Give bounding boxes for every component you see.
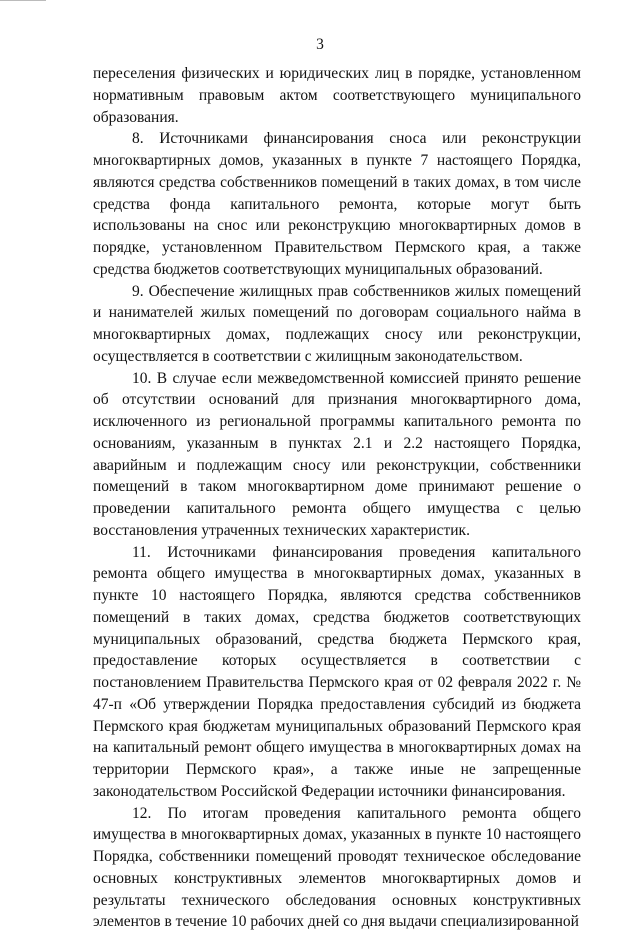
document-body bbox=[93, 63, 581, 933]
paragraph-item-10: 10. В случае если межведомственной комиссией принято решение об отсутствии оснований для признания многоквартирного дома, исключенного из региональной программы капитального ремонта по основаниям, указанным в пунктах 2.1 и 2.2 настоящего Порядка, аварийным и подлежащим сносу или реконструкции, собственники помещений в таком многоквартирном доме принимают решение о проведении капитального ремонта общего имущества с целью восстановления утраченных технических характеристик. bbox=[93, 368, 581, 542]
scan-corner-mark bbox=[0, 0, 46, 7]
paragraph-continuation: переселения физических и юридических лиц в порядке, установленном нормативным правовым актом соответствующего муниципального образования. bbox=[93, 63, 581, 128]
paragraph-item-11: 11. Источниками финансирования проведения капитального ремонта общего имущества в многоквартирных домах, указанных в пункте 10 настоящего Порядка, являются средства собственников помещений в таких домах, средства бюджетов соответствующих муниципальных образований, средства бюджета Пермского края, предоставление которых осуществляется в соответствии с постановлением Правительства Пермского края от 02 февраля 2022 г. № 47-п «Об утверждении Порядка предоставления субсидий из бюджета Пермского края бюджетам муниципальных образований Пермского края на капитальный ремонт общего имущества в многоквартирных домах на территории Пермского края», а также иные не запрещенные законодательством Российской Федерации источники финансирования. bbox=[93, 542, 581, 803]
page-number: 3 bbox=[0, 36, 640, 54]
paragraph-item-12: 12. По итогам проведения капитального ремонта общего имущества в многоквартирных домах, указанных в пункте 10 настоящего Порядка, собственники помещений проводят техническое обследование основных конструктивных элементов многоквартирных домов и результаты технического обследования основных конструктивных элементов в течение 10 рабочих дней со дня выдачи специализированной bbox=[93, 803, 581, 933]
paragraph-item-9: 9. Обеспечение жилищных прав собственников жилых помещений и нанимателей жилых помещений по договорам социального найма в многоквартирных домах, подлежащих сносу или реконструкции, осуществляется в соответствии с жилищным законодательством. bbox=[93, 281, 581, 368]
paragraph-item-8: 8. Источниками финансирования сноса или реконструкции многоквартирных домов, указанных в пункте 7 настоящего Порядка, являются средства собственников помещений в таких домах, в том числе средства фонда капитального ремонта, которые могут быть использованы на снос или реконструкцию многоквартирных домов в порядке, установленном Правительством Пермского края, а также средства бюджетов соответствующих муниципальных образований. bbox=[93, 128, 581, 280]
